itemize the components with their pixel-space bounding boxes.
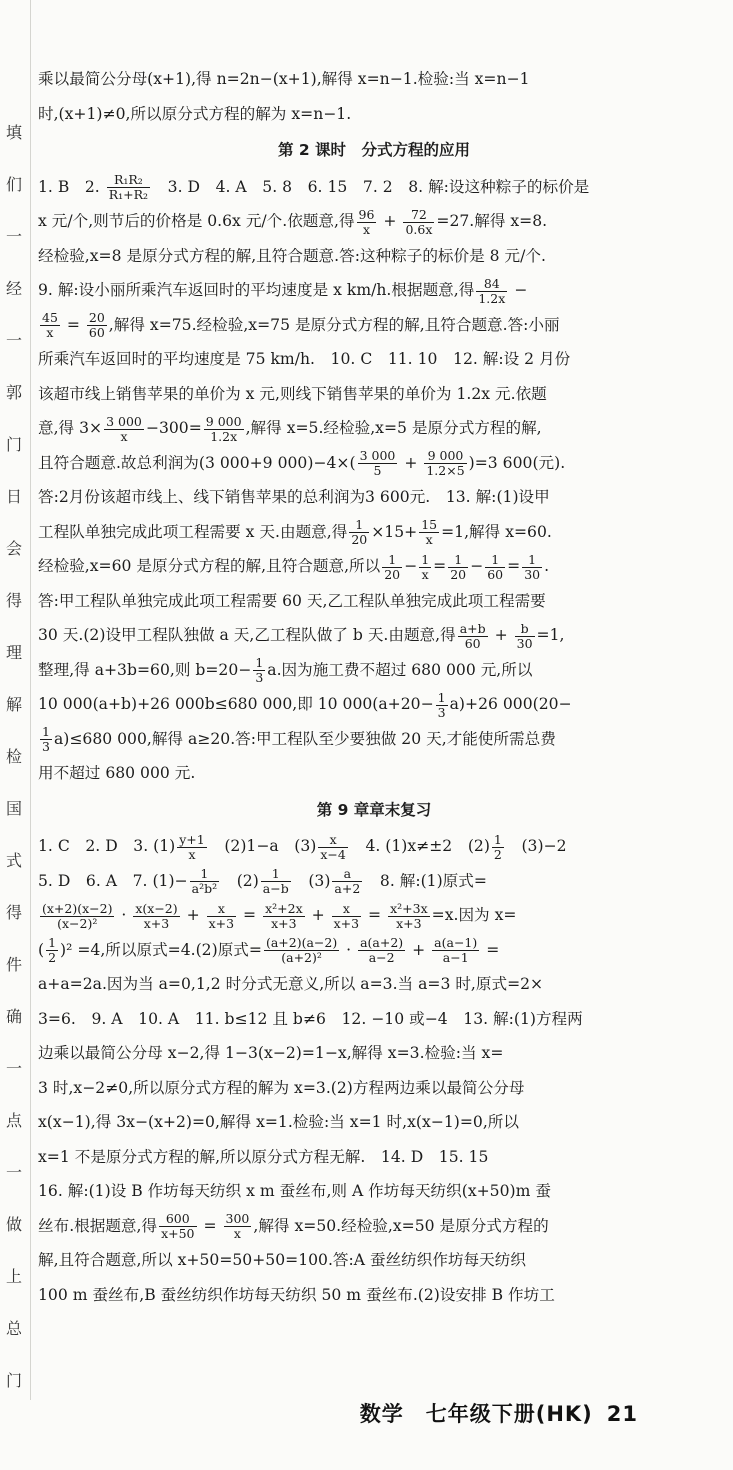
fraction: $\frac{1}{30}$ (524, 551, 541, 582)
fraction: $\frac{a+b}{60}$ (459, 620, 486, 651)
gutter-char: 点 (6, 1111, 23, 1130)
fraction: $\frac{20}{60}$ (88, 310, 105, 340)
text-line: $\frac{1}{3}$ a)≤680 000,解得 a≥20.答:甲工程队至少要独做 20 天,才能使所需总费 (42, 724, 556, 754)
text-line: ( $\frac{1}{2}$ )² =4,所以原式=4.(2)原式= $\frac{(a+2)(a-2)}{\text{(a+2)²}}$ · $\frac{a(a+2)}{a-2}$ + $\frac{a(a-1)}{a-1}$ = (38, 935, 500, 965)
text-line: 10 000(a+b)+26 000b≤680 000,即 10 000(a+20− $\frac{1}{3}$ a)+26 000(20− (38, 689, 572, 720)
fraction: $\frac{x}{x-4}$ (320, 831, 346, 862)
text-line: 30 天.(2)设甲工程队独做 a 天,乙工程队做了 b 天.由题意,得 $\frac{a+b}{60}$ + $\frac{b}{30}$ =1, (38, 620, 565, 651)
fraction: $\frac{72}{0.6x}$ (405, 206, 433, 237)
text-line: 用不超过 680 000 元. (38, 764, 196, 782)
text-line: 答:甲工程队单独完成此项工程需要 60 天,乙工程队单独完成此项工程需要 (38, 591, 546, 610)
text-line: 经检验,x=8 是原分式方程的解,且符合题意.答:这种粽子的标价是 8 元/个. (38, 246, 546, 265)
gutter-char: 解 (6, 695, 23, 714)
fraction: $\frac{1}{20}$ (450, 551, 467, 582)
gutter-char: 得 (6, 903, 23, 922)
fraction: $\frac{(a+2)(a-2)}{\text{(a+2)²}}$ (265, 935, 338, 965)
fraction: $\frac{\text{x²+2x}}{x+3}$ (265, 900, 303, 931)
text-line: 工程队单独完成此项工程需要 x 天.由题意,得 $\frac{1}{20}$ ×15+ $\frac{15}{x}$ =1,解得 x=60. (38, 517, 552, 547)
fraction: $\frac{96}{x}$ (358, 206, 375, 237)
gutter-char: 上 (6, 1267, 23, 1286)
fraction: $\frac{1}{\text{a²b²}}$ (191, 866, 218, 896)
gutter-char: 做 (6, 1215, 23, 1234)
fraction: $\frac{a(a+2)}{a-2}$ (360, 935, 404, 965)
text-line: 边乘以最简公分母 x−2,得 1−3(x−2)=1−x,解得 x=3.检验:当 x= (38, 1044, 504, 1062)
text-line: 且符合题意.故总利润为(3 000+9 000)−4×( $\frac{3 000}{5}$ + $\frac{9 000}{1.2\times 5}$ )=3 600(元). (38, 448, 566, 478)
text-line: 1. B 2. $\frac{\text{R₁R₂}}{\text{R₁+R₂}}$ 3. D 4. A 5. 8 6. 15 7. 2 8. 解:设这种粽子的标价是 (38, 172, 590, 202)
gutter-char: 式 (6, 851, 23, 870)
gutter-char: 确 (6, 1007, 23, 1026)
fraction: $\frac{1}{a-b}$ (262, 866, 289, 896)
fraction: $\frac{1}{x}$ (421, 551, 430, 582)
text-line: 16. 解:(1)设 B 作坊每天纺织 x m 蚕丝布,则 A 作坊每天纺织(x+50)m 蚕 (38, 1182, 551, 1200)
gutter-char: 一 (6, 1059, 23, 1078)
gutter-char: 日 (6, 487, 23, 506)
gutter-char: 理 (6, 643, 23, 662)
fraction: $\frac{b}{30}$ (516, 620, 533, 651)
text-line: x(x−1),得 3x−(x+2)=0,解得 x=1.检验:当 x=1 时,x(x−1)=0,所以 (38, 1113, 519, 1131)
fraction: $\frac{9 000}{1.2x}$ (205, 413, 242, 444)
gutter-char: 填 (6, 123, 23, 142)
gutter-char: 件 (6, 955, 23, 974)
text-line: 经检验,x=60 是原分式方程的解,且符合题意,所以 $\frac{1}{20}$ − $\frac{1}{x}$ = $\frac{1}{20}$ − $\frac{1}{60}$ = $\frac{1}{30}$ . (38, 551, 550, 582)
fraction: $\frac{9 000}{1.2\times 5}$ (426, 448, 465, 478)
fraction: $\frac{x}{x+3}$ (208, 900, 235, 931)
footer-subject: 数学 七年级下册(HK) (359, 1402, 593, 1426)
text-line: 3 时,x−2≠0,所以原分式方程的解为 x=3.(2)方程两边乘以最简公分母 (38, 1078, 525, 1097)
binding-gutter (0, 0, 31, 1400)
fraction: $\frac{y+1}{x}$ (179, 831, 205, 862)
text-line: $\frac{45}{x}$ = $\frac{20}{60}$ ,解得 x=75.经检验,x=75 是原分式方程的解,且符合题意.答:小丽 (42, 310, 560, 340)
section-title: 第 2 课时 分式方程的应用 (277, 141, 471, 159)
fraction: $\frac{15}{x}$ (421, 517, 438, 547)
text-line: 5. D 6. A 7. (1)− $\frac{1}{\text{a²b²}}$ (2) $\frac{1}{a-b}$ (3) $\frac{a}{a+2}$ 8. 解:(1)原式= (38, 866, 487, 896)
fraction: $\frac{1}{3}$ (437, 689, 446, 720)
text-line: a+a=2a.因为当 a=0,1,2 时分式无意义,所以 a=3.当 a=3 时,原式=2× (38, 975, 544, 993)
fraction: $\frac{1}{60}$ (487, 551, 504, 582)
fraction: $\frac{\text{x²+3x}}{x+3}$ (390, 900, 428, 931)
gutter-char: 会 (6, 539, 23, 558)
gutter-char: 经 (6, 279, 23, 298)
text-line: 意,得 3× $\frac{3 000}{x}$ −300= $\frac{9 000}{1.2x}$ ,解得 x=5.经检验,x=5 是原分式方程的解, (38, 413, 542, 444)
text-line: x 元/个,则节后的价格是 0.6x 元/个.依题意,得 $\frac{96}{x}$ + $\frac{72}{0.6x}$ =27.解得 x=8. (38, 206, 548, 237)
gutter-char: 总 (6, 1319, 23, 1338)
fraction: $\frac{1}{2}$ (48, 935, 57, 965)
gutter-char: 一 (6, 227, 23, 246)
fraction: $\frac{x}{x+3}$ (333, 900, 360, 931)
fraction: $\frac{1}{2}$ (493, 831, 502, 862)
fraction: $\frac{(x+2)(x-2)}{\text{(x−2)²}}$ (42, 900, 113, 931)
gutter-char: 得 (6, 591, 23, 610)
text-line: 丝布.根据题意,得 $\frac{600}{x+50}$ = $\frac{300}{x}$ ,解得 x=50.经检验,x=50 是原分式方程的 (38, 1211, 549, 1241)
gutter-char: 检 (6, 747, 23, 766)
text-line: 100 m 蚕丝布,B 蚕丝纺织作坊每天纺织 50 m 蚕丝布.(2)设安排 B 作坊工 (38, 1285, 555, 1304)
text-line: 该超市线上销售苹果的单价为 x 元,则线下销售苹果的单价为 1.2x 元.依题 (38, 384, 547, 403)
fraction: $\frac{300}{x}$ (225, 1211, 250, 1241)
fraction: $\frac{1}{3}$ (255, 655, 264, 685)
section-title: 第 9 章章末复习 (316, 800, 432, 819)
gutter-char: 国 (6, 799, 23, 818)
fraction: $\frac{x(x-2)}{x+3}$ (135, 900, 178, 931)
page-footer (360, 1398, 638, 1428)
fraction: $\frac{84}{1.2x}$ (478, 275, 506, 306)
text-line: 3=6. 9. A 10. A 11. b≤12 且 b≠6 12. −10 或−4 13. 解:(1)方程两 (38, 1009, 583, 1028)
gutter-char: 一 (6, 331, 23, 350)
fraction: $\frac{a}{a+2}$ (334, 866, 361, 896)
page-number: 21 (606, 1402, 638, 1426)
fraction: $\frac{45}{x}$ (42, 310, 58, 340)
fraction: $\frac{600}{x+50}$ (161, 1211, 195, 1241)
gutter-char: 郭 (6, 383, 23, 402)
gutter-char: 一 (6, 1163, 23, 1182)
text-line: 9. 解:设小丽所乘汽车返回时的平均速度是 x km/h.根据题意,得 $\frac{84}{1.2x}$ − (38, 275, 528, 306)
text-line: 所乘汽车返回时的平均速度是 75 km/h. 10. C 11. 10 12. 解:设 2 月份 (38, 350, 571, 368)
text-line: 解,且符合题意,所以 x+50=50+50=100.答:A 蚕丝纺织作坊每天纺织 (38, 1251, 526, 1269)
fraction: $\frac{\text{R₁R₂}}{\text{R₁+R₂}}$ (108, 172, 149, 202)
text-line: $\frac{(x+2)(x-2)}{\text{(x−2)²}}$ · $\frac{x(x-2)}{x+3}$ + $\frac{x}{x+3}$ = $\frac{\text{x²+2x}}{x+3}$ + $\frac{x}{x+3}$ = $\frac{\text{x²+3x}}{x+3}$ =x.因为 x= (42, 900, 517, 931)
text-line: 答:2月份该超市线上、线下销售苹果的总利润为3 600元. 13. 解:(1)设甲 (38, 488, 550, 506)
fraction: $\frac{1}{20}$ (384, 551, 401, 582)
fraction: $\frac{1}{3}$ (42, 724, 50, 754)
gutter-char: 们 (6, 175, 23, 194)
fraction: $\frac{3 000}{x}$ (106, 413, 142, 444)
fraction: $\frac{1}{20}$ (351, 517, 368, 547)
text-line: 时,(x+1)≠0,所以原分式方程的解为 x=n−1. (38, 104, 352, 123)
text-line: 1. C 2. D 3. (1) $\frac{y+1}{x}$ (2)1−a (3) $\frac{x}{x-4}$ 4. (1)x≠±2 (2) $\frac{1}{2}$ (3)−2 (38, 831, 567, 862)
gutter-char: 门 (6, 435, 23, 454)
text-line: 乘以最简公分母(x+1),得 n=2n−(x+1),解得 x=n−1.检验:当 x=n−1 (38, 70, 530, 88)
text-line: x=1 不是原分式方程的解,所以原分式方程无解. 14. D 15. 15 (38, 1147, 489, 1166)
fraction: $\frac{a(a-1)}{a-1}$ (434, 935, 478, 965)
gutter-char: 门 (6, 1371, 23, 1390)
answer-content (38, 62, 710, 1312)
text-line: 整理,得 a+3b=60,则 b=20− $\frac{1}{3}$ a.因为施工费不超过 680 000 元,所以 (38, 655, 533, 685)
fraction: $\frac{3 000}{5}$ (359, 448, 396, 478)
